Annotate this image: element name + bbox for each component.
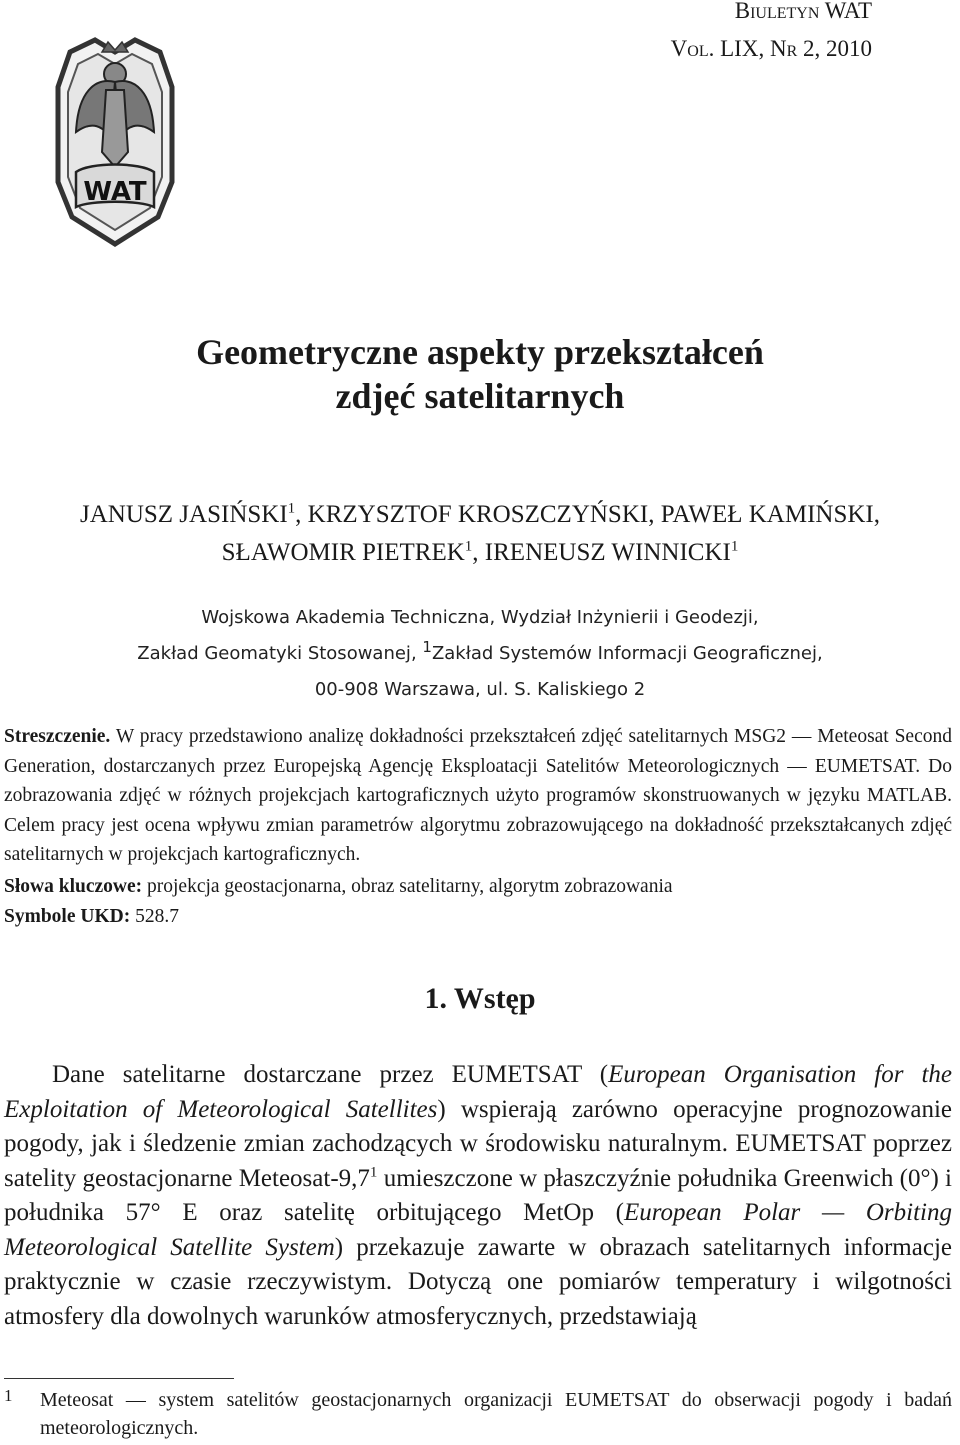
affiliation-text: Zakład Systemów Informacji Geograficznej, <box>431 643 823 664</box>
journal-header <box>671 0 872 68</box>
author-name: , KRZYSZTOF KROSZCZYŃSKI, PAWEŁ KAMIŃSKI, <box>295 501 881 528</box>
body-text-run: ) przekazuje zawarte w obrazach satelitarnych informacje praktycznie w czasie rzeczywistym. Dotyczą one pomiarów temperatury i wilgotności atmosfery dla dowolnych warunków atmosferycznych, przedstawiają <box>4 1233 952 1330</box>
footnote-ref: 1 <box>369 1164 378 1181</box>
affiliation <box>0 600 960 708</box>
ukd-symbols <box>4 902 179 932</box>
body-italic-run: European Organisation for the Exploitation of Meteorological Satellites <box>4 1061 952 1123</box>
wat-eagle-emblem-icon <box>40 12 190 252</box>
keywords <box>4 872 673 902</box>
author-name: SŁAWOMIR PIETREK <box>221 539 465 566</box>
ukd-text: 528.7 <box>130 906 179 927</box>
authors-line-1 <box>0 496 960 534</box>
abstract-text: W pracy przedstawiono analizę dokładności przekształceń zdjęć satelitarnych MSG2 — Meteosat Second Generation, dostarczanych przez Europejską Agencję Eksploatacji Satelitów Meteorologicznych — EUMETSAT. Do zobrazowania zdjęć w różnych projekcjach kartograficznych użyto programów skonstruowanych w języku MATLAB. Celem pracy jest ocena wpływu zmian parametrów algorytmu zobrazowującego na dokładność przekształcanych zdjęć satelitarnych w projekcjach kartograficznych. <box>4 726 952 865</box>
author-sup: 1 <box>287 500 296 517</box>
footnote-text: Meteosat — system satelitów geostacjonarnych organizacji EUMETSAT do obserwacji pogody i badań meteorologicznych. <box>40 1389 952 1439</box>
wat-logo <box>40 12 190 252</box>
number-year: 2, 2010 <box>803 36 872 61</box>
ukd-label: Symbole UKD: <box>4 906 131 927</box>
body-paragraph <box>4 1058 952 1334</box>
author-name: JANUSZ JASIŃSKI <box>79 501 288 528</box>
logo-text: WAT <box>83 177 147 207</box>
keywords-label: Słowa kluczowe: <box>4 876 143 897</box>
affiliation-line-3: 00-908 Warszawa, ul. S. Kaliskiego 2 <box>314 679 646 700</box>
author-sup: 1 <box>464 538 473 555</box>
affiliation-sup: 1 <box>422 638 432 656</box>
number-prefix: Nr <box>769 36 798 61</box>
footnote-rule <box>4 1378 234 1379</box>
section-heading: 1. Wstęp <box>424 982 536 1015</box>
body-text-run: Dane satelitarne dostarczane przez EUMETSAT ( <box>52 1061 609 1088</box>
authors-line-2 <box>0 534 960 572</box>
keywords-text: projekcja geostacjonarna, obraz satelitarny, algorytm zobrazowania <box>142 876 673 897</box>
body-italic-run: European Polar — Orbiting Meteorological Satellite System <box>4 1199 952 1261</box>
affiliation-text: Zakład Geomatyki Stosowanej, <box>137 643 423 664</box>
footnote-number: 1 <box>4 1386 13 1405</box>
body-text-run: umieszczone w płaszczyźnie południka Greenwich (0°) i południka 57° E oraz satelitę orbitującego MetOp ( <box>4 1164 952 1226</box>
journal-name: Biuletyn WAT <box>734 0 872 23</box>
author-sup: 1 <box>730 538 739 555</box>
affiliation-line-2 <box>0 636 960 672</box>
abstract-label: Streszczenie. <box>4 726 111 747</box>
journal-volume <box>671 30 872 68</box>
affiliation-line-1: Wojskowa Akademia Techniczna, Wydział Inżynierii i Geodezji, <box>201 607 759 628</box>
author-list <box>0 496 960 572</box>
author-name: , IRENEUSZ WINNICKI <box>472 539 731 566</box>
body-text-run: ) wspierają zarówno operacyjne prognozowanie pogody, jak i śledzenie zmian zachodzących w środowisku naturalnym. EUMETSAT poprzez satelity geostacjonarne Meteosat-9,7 <box>4 1095 952 1192</box>
paper-title <box>0 330 960 418</box>
abstract <box>4 722 952 870</box>
title-line-2: zdjęć satelitarnych <box>335 376 625 416</box>
volume-number: LIX, <box>720 36 765 61</box>
volume-prefix: Vol. <box>670 36 715 61</box>
title-line-1: Geometryczne aspekty przekształceń <box>196 332 764 372</box>
